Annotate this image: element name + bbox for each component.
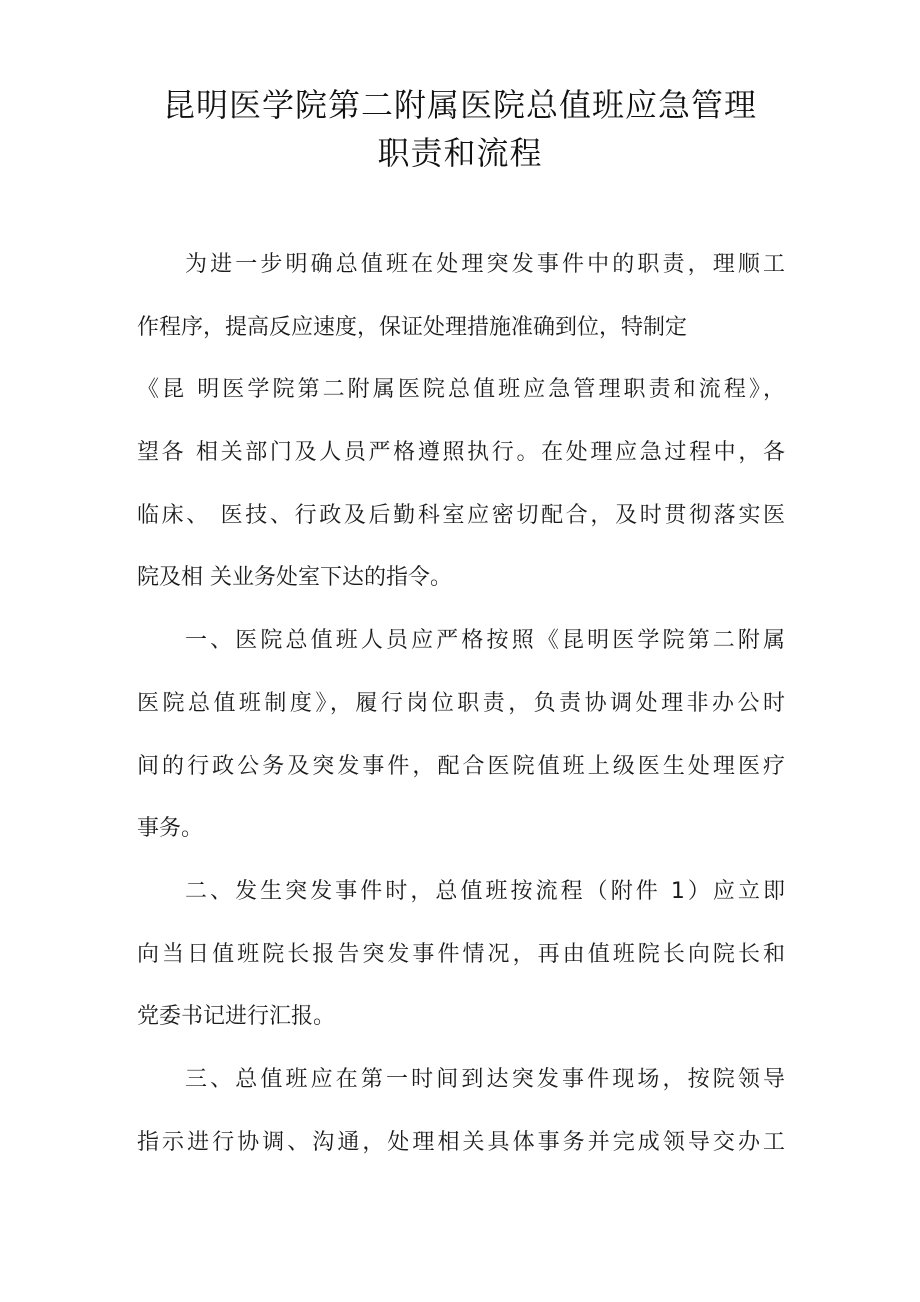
paragraph-item-1	[137, 610, 785, 861]
text-line: 院及相 关业务处室下达的指令。	[137, 565, 452, 591]
document-body	[137, 234, 785, 1174]
text-line: 医院总值班制度》，履行岗位职责，负责协调处理非办公时	[137, 690, 785, 716]
text-line: 一、医院总值班人员应严格按照《昆明医学院第二附属	[185, 628, 785, 654]
text-line: 间的行政公务及突发事件，配合医院值班上级医生处理医疗	[137, 753, 785, 779]
paragraph-item-3	[137, 1049, 785, 1174]
text-line: 望各 相关部门及人员严格遵照执行。在处理应急过程中，各	[137, 440, 785, 466]
paragraph-item-2	[137, 861, 785, 1049]
text-line: 二、发生突发事件时，总值班按流程（附件 1）应立即	[185, 878, 785, 904]
text-line: 三、总值班应在第一时间到达突发事件现场，按院领导	[185, 1066, 785, 1092]
text-line: 临床、 医技、行政及后勤科室应密切配合，及时贯彻落实医	[137, 502, 785, 528]
paragraph-intro	[137, 234, 785, 610]
text-line: 事务。	[137, 816, 204, 842]
text-line: 党委书记进行汇报。	[137, 1004, 336, 1030]
document-title-line-1: 昆明医学院第二附属医院总值班应急管理	[162, 86, 757, 124]
text-line: 向当日值班院长报告突发事件情况，再由值班院长向院长和	[137, 941, 785, 967]
document-title-line-2: 职责和流程	[377, 134, 543, 172]
text-line: 《昆 明医学院第二附属医院总值班应急管理职责和流程》，	[137, 377, 785, 403]
text-line: 作程序，提高反应速度，保证处理措施准确到位，特制定	[137, 314, 688, 340]
text-line: 为进一步明确总值班在处理突发事件中的职责，理顺工	[185, 252, 785, 277]
text-line: 指示进行协调、沟通，处理相关具体事务并完成领导交办工	[137, 1129, 785, 1155]
